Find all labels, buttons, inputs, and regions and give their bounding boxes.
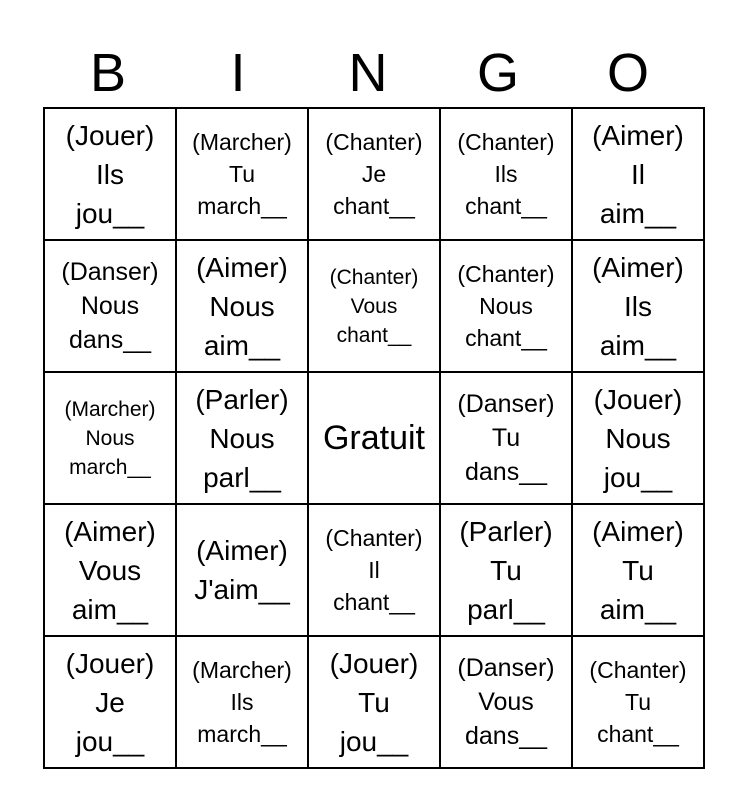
bingo-cell-content — [45, 109, 175, 239]
bingo-cell[interactable] — [440, 108, 572, 240]
conjugation-prompt: Vous — [350, 294, 398, 318]
conjugation-prompt: Ils — [230, 689, 254, 715]
bingo-cell-content — [573, 241, 703, 371]
conjugation-prompt: Nous — [209, 422, 275, 454]
bingo-row — [44, 240, 704, 372]
conjugation-prompt: aim__ — [599, 329, 677, 361]
verb-infinitive: (Parler) — [195, 383, 289, 415]
conjugation-prompt: aim__ — [599, 197, 677, 229]
bingo-cell[interactable] — [44, 636, 176, 768]
conjugation-prompt: aim__ — [203, 329, 281, 361]
conjugation-prompt: chant__ — [597, 721, 679, 747]
verb-infinitive: (Jouer) — [65, 119, 155, 151]
conjugation-prompt: chant__ — [465, 193, 547, 219]
conjugation-prompt: dans__ — [464, 722, 548, 750]
conjugation-prompt: chant__ — [333, 589, 415, 615]
conjugation-prompt: dans__ — [68, 326, 152, 354]
verb-infinitive: (Aimer) — [196, 535, 288, 566]
conjugation-prompt: Tu — [625, 689, 651, 715]
verb-infinitive: (Jouer) — [593, 383, 683, 415]
free-space-label: Gratuit — [322, 419, 426, 457]
conjugation-prompt: Tu — [358, 686, 390, 718]
conjugation-prompt: Je — [361, 161, 387, 187]
conjugation-prompt: Il — [368, 557, 380, 583]
verb-infinitive: (Aimer) — [592, 515, 684, 547]
bingo-row — [44, 636, 704, 768]
bingo-cell[interactable] — [44, 108, 176, 240]
conjugation-prompt: parl__ — [203, 461, 281, 493]
bingo-cell[interactable] — [572, 504, 704, 636]
bingo-cell-content — [177, 637, 307, 767]
conjugation-prompt: Ils — [96, 158, 124, 190]
bingo-cell-content — [441, 505, 571, 635]
bingo-cell-content — [177, 109, 307, 239]
verb-infinitive: (Aimer) — [592, 251, 684, 283]
verb-infinitive: (Jouer) — [329, 647, 419, 679]
conjugation-prompt: Vous — [78, 554, 142, 586]
bingo-cell-content — [177, 505, 307, 635]
bingo-cell-content — [309, 109, 439, 239]
conjugation-prompt: march__ — [197, 193, 287, 219]
conjugation-prompt: aim__ — [71, 593, 149, 625]
bingo-cell-content — [309, 505, 439, 635]
bingo-cell[interactable] — [44, 372, 176, 504]
verb-infinitive: (Chanter) — [325, 129, 423, 155]
bingo-row — [44, 504, 704, 636]
bingo-cell-content — [573, 637, 703, 767]
conjugation-prompt: dans__ — [464, 458, 548, 486]
verb-infinitive: (Danser) — [61, 258, 159, 286]
conjugation-prompt: Nous — [605, 422, 671, 454]
verb-infinitive: (Chanter) — [325, 525, 423, 551]
verb-infinitive: (Marcher) — [192, 657, 292, 683]
verb-infinitive: (Marcher) — [192, 129, 292, 155]
free-space-cell[interactable] — [308, 372, 440, 504]
bingo-cell-content — [441, 241, 571, 371]
verb-infinitive: (Aimer) — [592, 119, 684, 151]
bingo-cell-content — [441, 373, 571, 503]
bingo-cell[interactable] — [440, 504, 572, 636]
bingo-cell-content — [309, 241, 439, 371]
bingo-cell-content — [573, 373, 703, 503]
verb-infinitive: (Marcher) — [64, 397, 156, 421]
header-letter-o: O — [606, 43, 649, 103]
conjugation-prompt: jou__ — [75, 197, 145, 229]
bingo-cell[interactable] — [308, 504, 440, 636]
conjugation-prompt: Tu — [229, 161, 255, 187]
bingo-cell-content — [45, 637, 175, 767]
conjugation-prompt: chant__ — [336, 323, 412, 347]
bingo-cell-content — [45, 241, 175, 371]
conjugation-prompt: jou__ — [75, 725, 145, 757]
bingo-cell[interactable] — [308, 636, 440, 768]
bingo-cell[interactable] — [176, 504, 308, 636]
verb-infinitive: (Chanter) — [589, 657, 687, 683]
bingo-cell-content — [45, 505, 175, 635]
conjugation-prompt: aim__ — [599, 593, 677, 625]
conjugation-prompt: parl__ — [467, 593, 545, 625]
bingo-cell[interactable] — [176, 240, 308, 372]
bingo-card-grid — [43, 107, 705, 769]
bingo-cell[interactable] — [440, 372, 572, 504]
bingo-cell[interactable] — [176, 108, 308, 240]
bingo-cell[interactable] — [572, 240, 704, 372]
conjugation-prompt: jou__ — [339, 725, 409, 757]
bingo-row — [44, 372, 704, 504]
conjugation-prompt: Ils — [624, 290, 652, 322]
verb-infinitive: (Aimer) — [196, 251, 288, 283]
conjugation-prompt: Vous — [478, 688, 534, 716]
conjugation-prompt: Tu — [490, 554, 522, 586]
conjugation-prompt: Nous — [85, 426, 135, 450]
bingo-cell[interactable] — [440, 636, 572, 768]
header-letter-g: G — [476, 43, 519, 103]
header-letter-n: N — [348, 43, 388, 103]
conjugation-prompt: chant__ — [465, 325, 547, 351]
bingo-cell-content — [441, 637, 571, 767]
bingo-cell[interactable] — [308, 240, 440, 372]
bingo-cell[interactable] — [44, 240, 176, 372]
header-letter-b: B — [89, 43, 127, 103]
conjugation-prompt: Nous — [479, 293, 533, 319]
bingo-cell-content — [441, 109, 571, 239]
conjugation-prompt: Tu — [622, 554, 654, 586]
bingo-cell-content — [177, 241, 307, 371]
bingo-row — [44, 108, 704, 240]
header-letter-i: I — [230, 43, 246, 103]
conjugation-prompt: Nous — [80, 292, 140, 320]
conjugation-prompt: march__ — [69, 455, 151, 479]
bingo-cell[interactable] — [572, 108, 704, 240]
verb-infinitive: (Aimer) — [64, 515, 156, 547]
bingo-cell[interactable] — [440, 240, 572, 372]
bingo-cell[interactable] — [572, 636, 704, 768]
bingo-header — [43, 40, 693, 106]
conjugation-prompt: Ils — [494, 161, 518, 187]
bingo-cell-content — [177, 373, 307, 503]
bingo-cell[interactable] — [44, 504, 176, 636]
conjugation-prompt: jou__ — [603, 461, 673, 493]
conjugation-prompt: Je — [95, 686, 125, 718]
verb-infinitive: (Danser) — [457, 390, 555, 418]
conjugation-prompt: chant__ — [333, 193, 415, 219]
verb-infinitive: (Chanter) — [329, 265, 419, 289]
bingo-cell[interactable] — [176, 372, 308, 504]
verb-infinitive: (Chanter) — [457, 261, 555, 287]
verb-infinitive: (Parler) — [459, 515, 553, 547]
conjugation-prompt: J'aim__ — [194, 574, 290, 605]
verb-infinitive: (Jouer) — [65, 647, 155, 679]
bingo-cell-content — [309, 373, 439, 503]
bingo-cell[interactable] — [176, 636, 308, 768]
verb-infinitive: (Chanter) — [457, 129, 555, 155]
conjugation-prompt: Nous — [209, 290, 275, 322]
conjugation-prompt: march__ — [197, 721, 287, 747]
bingo-cell-content — [573, 109, 703, 239]
bingo-cell-content — [573, 505, 703, 635]
conjugation-prompt: Tu — [491, 424, 521, 452]
bingo-cell-content — [45, 373, 175, 503]
bingo-cell[interactable] — [308, 108, 440, 240]
bingo-cell-content — [309, 637, 439, 767]
verb-infinitive: (Danser) — [457, 654, 555, 682]
conjugation-prompt: Il — [631, 158, 645, 190]
bingo-cell[interactable] — [572, 372, 704, 504]
